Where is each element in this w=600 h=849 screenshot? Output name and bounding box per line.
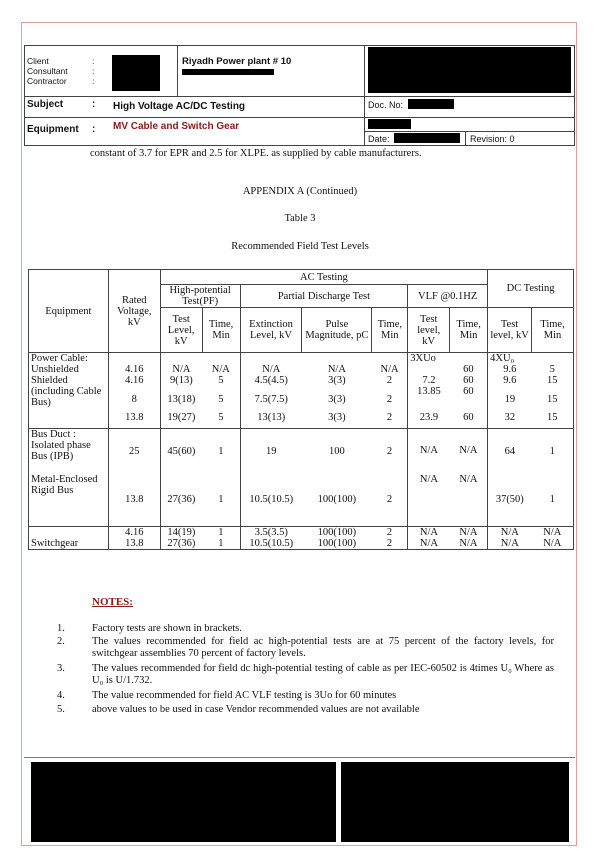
cell: 100(100) [302, 526, 372, 538]
cell: 60 [450, 386, 488, 412]
cell: 23.9 [408, 412, 450, 428]
cell-equipment: (including Cable Bus) [29, 386, 109, 412]
cell-equipment: Switchgear [29, 538, 109, 550]
cell: 64 [504, 445, 516, 457]
cell: 13(13) [240, 412, 302, 428]
subject-label: Subject [27, 99, 64, 110]
colon: : [92, 66, 95, 76]
cell: N/A [450, 428, 488, 474]
cell: 1 [202, 428, 240, 474]
cell: 5 [202, 375, 240, 386]
cell: 1 [202, 526, 240, 538]
cell: 60 [450, 412, 488, 428]
note-number: 3. [57, 663, 65, 674]
cell: 45(60) [167, 445, 196, 457]
section-label: Power Cable: [29, 353, 109, 365]
cell: N/A [532, 526, 574, 538]
cell: 19 [504, 393, 516, 405]
cell: 9.6 [503, 364, 517, 375]
note-item [57, 663, 577, 687]
cell: 13(18) [167, 393, 196, 405]
cell: 13.85 [417, 386, 441, 397]
cell: 27(36) [167, 494, 196, 506]
cell-equipment: Shielded [29, 375, 109, 386]
cell: N/A [372, 364, 408, 375]
table-row [29, 538, 574, 550]
cell: 19 [266, 445, 277, 457]
cell-equipment [29, 412, 109, 428]
redacted-footer-left [31, 762, 336, 842]
table-row [29, 428, 574, 474]
header-high-potential: High-potential Test(PF) [160, 285, 240, 308]
cell: 2 [372, 375, 408, 386]
note-text: Factory tests are shown in brackets. [92, 623, 242, 634]
intro-text: constant of 3.7 for EPR and 2.5 for XLPE. as supplied by cable manufacturers. [90, 148, 422, 159]
cell: 14(19) [160, 526, 202, 538]
document-header [24, 45, 575, 146]
cell: 100 [329, 445, 345, 457]
header-equipment: Equipment [29, 270, 109, 353]
cell: 2 [372, 412, 408, 428]
cell: N/A [419, 444, 439, 456]
revision-label: Revision: 0 [470, 134, 515, 144]
cell: N/A [202, 364, 240, 375]
note-item [57, 690, 577, 702]
footer-divider [24, 757, 575, 758]
dc-level-note: 4XU₀ [490, 353, 515, 364]
cell: 7.2 [422, 375, 436, 386]
header-pulse-magnitude: Pulse Magnitude, pC [302, 308, 372, 353]
cell: 19(27) [160, 412, 202, 428]
cell: 60 [450, 375, 488, 386]
appendix-title: APPENDIX A (Continued) [242, 186, 358, 197]
header-dc-time: Time, Min [532, 308, 574, 353]
note-text: The value recommended for field AC VLF testing is 3Uo for 60 minutes [92, 690, 397, 701]
redacted-block [182, 69, 274, 75]
cell: 10.5(10.5) [240, 538, 302, 550]
cell: 100(100) [302, 538, 372, 550]
consultant-label: Consultant [27, 66, 68, 76]
header-ac-testing: AC Testing [160, 270, 487, 285]
redacted-block [368, 119, 411, 129]
vlf-level-note: 3XUo [410, 353, 436, 364]
cell: 2 [372, 538, 408, 550]
cell: 15 [532, 386, 574, 412]
colon: : [92, 99, 96, 110]
colon: : [92, 56, 95, 66]
cell: 15 [532, 412, 574, 428]
cell: N/A [532, 538, 574, 550]
cell: 7.5(7.5) [254, 393, 288, 405]
table-row [29, 364, 574, 375]
header-vlf-time: Time, Min [450, 308, 488, 353]
cell: 1 [532, 428, 574, 474]
cell: 60 [450, 364, 488, 375]
cell [408, 364, 450, 375]
cell: N/A [450, 474, 488, 526]
cell: 8 [108, 386, 160, 412]
cell: N/A [450, 538, 488, 550]
cell: N/A [327, 364, 346, 375]
note-number: 2. [57, 636, 65, 647]
cell-equipment: Unshielded [29, 364, 109, 375]
cell: 37(50) [495, 494, 524, 506]
project-name: Riyadh Power plant # 10 [182, 56, 292, 67]
cell: 3.5(3.5) [240, 526, 302, 538]
cell: 10.5(10.5) [249, 494, 294, 506]
cell-equipment: Bus Duct : Isolated phase Bus (IPB) [29, 428, 109, 474]
subject-value: High Voltage AC/DC Testing [113, 101, 246, 112]
redacted-doc-no [408, 99, 454, 109]
cell: 2 [372, 474, 408, 526]
table-title: Recommended Field Test Levels [231, 241, 369, 252]
table-number: Table 3 [284, 213, 316, 224]
note-item [57, 623, 577, 635]
cell: 3(3) [328, 393, 346, 405]
cell: 3(3) [328, 375, 346, 386]
header-time: Time, Min [202, 308, 240, 353]
cell: N/A [488, 538, 532, 550]
note-text: The values recommended for field dc high-potential testing of cable as per IEC-60502 is 4times U₀ Where as U₀ is U/1.732. [92, 663, 554, 686]
cell: 13.8 [108, 538, 160, 550]
equipment-label: Equipment [27, 124, 79, 135]
cell: 9.6 [503, 375, 517, 386]
note-item [57, 704, 577, 716]
cell: 4.16 [108, 526, 160, 538]
note-text: above values to be used in case Vendor recommended values are not available [92, 704, 420, 715]
cell-equipment [29, 526, 109, 538]
table-row [29, 474, 574, 526]
header-vlf-test-level: Test level, kV [408, 308, 450, 353]
table-row [29, 353, 574, 365]
cell: N/A [488, 526, 532, 538]
note-text: The values recommended for field ac high-potential tests are at 75 percent of the factory levels, for switchgear assemblies 70 percent of factory levels. [92, 636, 554, 659]
client-label: Client [27, 56, 49, 66]
cell: N/A [408, 538, 450, 550]
cell: N/A [172, 364, 191, 375]
cell-equipment: Metal-Enclosed Rigid Bus [29, 474, 109, 526]
colon: : [92, 124, 96, 135]
header-dc-testing: DC Testing [488, 270, 574, 308]
header-test-level: Test Level, kV [160, 308, 202, 353]
cell: 13.8 [108, 412, 160, 428]
cell: N/A [450, 526, 488, 538]
redacted-date [394, 133, 460, 143]
cell: 1 [532, 474, 574, 526]
cell: 100(100) [317, 494, 357, 506]
cell: 4.16 [108, 364, 160, 375]
notes-heading: NOTES: [92, 596, 133, 608]
cell: 5 [202, 412, 240, 428]
cell: 25 [108, 428, 160, 474]
cell: 5 [532, 364, 574, 375]
doc-no-label: Doc. No: [368, 100, 404, 110]
cell: 2 [372, 386, 408, 412]
cell: 32 [488, 412, 532, 428]
cell: 2 [372, 428, 408, 474]
cell: 15 [532, 375, 574, 386]
contractor-label: Contractor [27, 76, 67, 86]
equipment-value: MV Cable and Switch Gear [113, 121, 240, 132]
cell: 5 [202, 386, 240, 412]
redacted-footer-right [341, 762, 569, 842]
table-row [29, 412, 574, 428]
header-vlf: VLF @0.1HZ [408, 285, 488, 308]
header-extinction-level: Extinction Level, kV [240, 308, 302, 353]
cell: 1 [202, 474, 240, 526]
cell: 27(36) [160, 538, 202, 550]
header-rated-voltage: Rated Voltage, kV [108, 270, 160, 353]
cell: N/A [262, 364, 281, 375]
cell: 13.8 [108, 474, 160, 526]
colon: : [92, 76, 95, 86]
table-row [29, 526, 574, 538]
date-label: Date: [368, 134, 390, 144]
table-row [29, 386, 574, 412]
header-partial-discharge: Partial Discharge Test [240, 285, 408, 308]
redacted-block [112, 55, 160, 91]
cell: 4.5(4.5) [254, 375, 288, 386]
cell: N/A [408, 526, 450, 538]
header-dc-test-level: Test level, kV [488, 308, 532, 353]
note-number: 1. [57, 623, 65, 634]
note-number: 5. [57, 704, 65, 715]
table-row [29, 375, 574, 386]
cell: 1 [202, 538, 240, 550]
note-item [57, 636, 577, 660]
header-time: Time, Min [372, 308, 408, 353]
cell: 3(3) [302, 412, 372, 428]
redacted-logo [368, 47, 571, 93]
cell: 9(13) [170, 375, 193, 386]
cell: N/A [419, 474, 439, 485]
cell: 4.16 [108, 375, 160, 386]
note-number: 4. [57, 690, 65, 701]
field-test-table [28, 269, 574, 550]
cell: 2 [372, 526, 408, 538]
